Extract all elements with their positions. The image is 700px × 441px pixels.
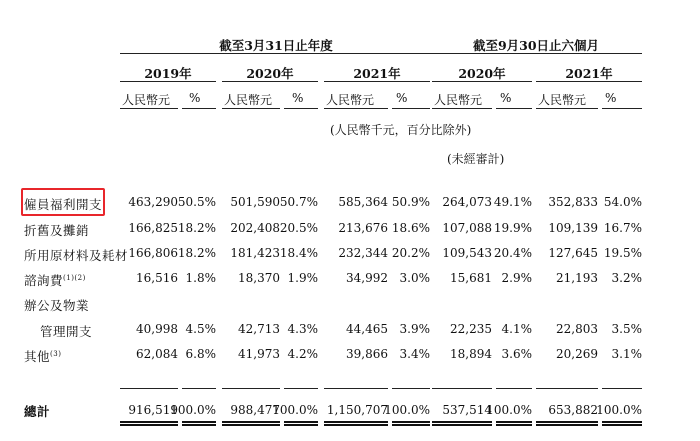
year-rule-3 bbox=[324, 81, 430, 82]
footnote-marker: (3) bbox=[50, 349, 62, 358]
table-cell: 109,139 bbox=[548, 221, 598, 235]
row-label bbox=[24, 271, 86, 289]
currency-header-1: 人民幣元 bbox=[122, 93, 171, 107]
table-cell: 20.5% bbox=[279, 221, 318, 235]
table-cell: 6.8% bbox=[185, 347, 216, 361]
table-cell: 18.2% bbox=[177, 246, 216, 260]
table-cell: 1.9% bbox=[287, 271, 318, 285]
row-label: 所用原材料及耗材 bbox=[24, 248, 129, 263]
currency-header-4: 人民幣元 bbox=[434, 93, 483, 107]
total-label: 總計 bbox=[24, 404, 51, 419]
table-cell: 213,676 bbox=[338, 221, 388, 235]
table-cell: 4.2% bbox=[287, 347, 318, 361]
year-rule-4 bbox=[432, 81, 532, 82]
sub-rule-5a bbox=[536, 108, 598, 109]
total-top-rule-4a bbox=[432, 388, 492, 389]
total-top-rule-5b bbox=[602, 388, 642, 389]
table-cell: 19.5% bbox=[603, 246, 642, 260]
footnote-marker: (1)(2) bbox=[63, 273, 86, 282]
sub-rule-1b bbox=[182, 108, 216, 109]
sub-rule-3b bbox=[392, 108, 430, 109]
table-cell: 22,235 bbox=[450, 322, 492, 336]
currency-header-2: 人民幣元 bbox=[224, 93, 273, 107]
table-cell: 49.1% bbox=[493, 195, 532, 209]
year-header-2: 2020年 bbox=[246, 66, 294, 81]
table-cell: 3.9% bbox=[399, 322, 430, 336]
row-label: 僱員福利開支 bbox=[24, 197, 103, 212]
total-double-rule-1b bbox=[182, 421, 216, 426]
table-cell: 585,364 bbox=[338, 195, 388, 209]
table-cell: 18.4% bbox=[279, 246, 318, 260]
row-label-text: 諮詢費 bbox=[24, 273, 64, 288]
row-label: 辦公及物業 bbox=[24, 298, 90, 313]
table-cell: 54.0% bbox=[603, 195, 642, 209]
currency-header-3: 人民幣元 bbox=[326, 93, 375, 107]
sub-rule-2b bbox=[284, 108, 318, 109]
year-header-1: 2019年 bbox=[144, 66, 192, 81]
group-rule-six-months bbox=[430, 53, 642, 54]
total-double-rule-2b bbox=[284, 421, 318, 426]
table-cell: 42,713 bbox=[238, 322, 280, 336]
total-cell: 100.0% bbox=[596, 403, 642, 417]
table-cell: 16,516 bbox=[136, 271, 178, 285]
total-cell: 100.0% bbox=[272, 403, 318, 417]
year-rule-5 bbox=[536, 81, 642, 82]
sub-rule-1a bbox=[120, 108, 178, 109]
sub-rule-4a bbox=[432, 108, 492, 109]
year-rule-2 bbox=[222, 81, 318, 82]
row-label: 折舊及攤銷 bbox=[24, 223, 90, 238]
year-header-5: 2021年 bbox=[565, 66, 613, 81]
total-cell: 653,882 bbox=[548, 403, 598, 417]
table-cell: 264,073 bbox=[442, 195, 492, 209]
table-cell: 21,193 bbox=[556, 271, 598, 285]
percent-header-1: % bbox=[189, 91, 201, 105]
percent-header-2: % bbox=[292, 91, 304, 105]
total-top-rule-3a bbox=[324, 388, 388, 389]
table-cell: 202,408 bbox=[230, 221, 280, 235]
table-cell: 1.8% bbox=[185, 271, 216, 285]
table-cell: 2.9% bbox=[501, 271, 532, 285]
total-top-rule-4b bbox=[496, 388, 532, 389]
total-cell: 988,477 bbox=[230, 403, 280, 417]
table-cell: 39,866 bbox=[346, 347, 388, 361]
table-cell: 19.9% bbox=[493, 221, 532, 235]
percent-header-4: % bbox=[500, 91, 512, 105]
table-cell: 3.6% bbox=[501, 347, 532, 361]
total-cell: 100.0% bbox=[486, 403, 532, 417]
table-cell: 18,894 bbox=[450, 347, 492, 361]
percent-header-5: % bbox=[605, 91, 617, 105]
table-cell: 3.5% bbox=[611, 322, 642, 336]
table-cell: 20,269 bbox=[556, 347, 598, 361]
header-group-six-months: 截至9月30日止六個月 bbox=[472, 38, 600, 53]
sub-rule-4b bbox=[496, 108, 532, 109]
currency-header-5: 人民幣元 bbox=[538, 93, 587, 107]
table-cell: 22,803 bbox=[556, 322, 598, 336]
total-cell: 100.0% bbox=[170, 403, 216, 417]
table-cell: 3.0% bbox=[399, 271, 430, 285]
table-cell: 20.4% bbox=[493, 246, 532, 260]
table-cell: 18.2% bbox=[177, 221, 216, 235]
percent-header-3: % bbox=[396, 91, 408, 105]
total-double-rule-5a bbox=[536, 421, 598, 426]
total-cell: 1,150,707 bbox=[326, 403, 388, 417]
total-top-rule-2a bbox=[222, 388, 280, 389]
total-cell: 100.0% bbox=[384, 403, 430, 417]
total-top-rule-1b bbox=[182, 388, 216, 389]
table-cell: 50.9% bbox=[391, 195, 430, 209]
table-cell: 16.7% bbox=[603, 221, 642, 235]
year-rule-1 bbox=[120, 81, 216, 82]
table-cell: 50.5% bbox=[177, 195, 216, 209]
row-label-text: 其他 bbox=[24, 349, 51, 364]
total-top-rule-5a bbox=[536, 388, 598, 389]
sub-rule-2a bbox=[222, 108, 280, 109]
total-double-rule-4a bbox=[432, 421, 492, 426]
table-cell: 501,590 bbox=[230, 195, 280, 209]
table-cell: 3.4% bbox=[399, 347, 430, 361]
table-cell: 18,370 bbox=[238, 271, 280, 285]
unit-note: (人民幣千元，百分比除外) bbox=[330, 123, 472, 137]
total-double-rule-2a bbox=[222, 421, 280, 426]
unaudited-note: (未經審計) bbox=[447, 152, 505, 166]
total-cell: 916,519 bbox=[128, 403, 178, 417]
table-cell: 127,645 bbox=[548, 246, 598, 260]
table-cell: 181,423 bbox=[230, 246, 280, 260]
table-cell: 44,465 bbox=[346, 322, 388, 336]
table-cell: 62,084 bbox=[136, 347, 178, 361]
table-cell: 352,833 bbox=[548, 195, 598, 209]
row-label bbox=[24, 347, 61, 365]
header-group-fiscal-years: 截至3月31日止年度 bbox=[219, 38, 333, 53]
table-cell: 166,806 bbox=[128, 246, 178, 260]
table-cell: 109,543 bbox=[442, 246, 492, 260]
table-cell: 3.2% bbox=[611, 271, 642, 285]
group-rule-fiscal bbox=[120, 53, 430, 54]
table-cell: 15,681 bbox=[450, 271, 492, 285]
table-cell: 40,998 bbox=[136, 322, 178, 336]
sub-rule-5b bbox=[602, 108, 642, 109]
sub-rule-3a bbox=[324, 108, 388, 109]
table-cell: 3.1% bbox=[611, 347, 642, 361]
total-double-rule-5b bbox=[602, 421, 642, 426]
table-cell: 166,825 bbox=[128, 221, 178, 235]
row-label-continued: 管理開支 bbox=[40, 324, 93, 339]
table-cell: 18.6% bbox=[391, 221, 430, 235]
table-cell: 232,344 bbox=[338, 246, 388, 260]
total-double-rule-3b bbox=[392, 421, 430, 426]
year-header-3: 2021年 bbox=[353, 66, 401, 81]
total-double-rule-3a bbox=[324, 421, 388, 426]
table-cell: 34,992 bbox=[346, 271, 388, 285]
total-top-rule-3b bbox=[392, 388, 430, 389]
total-top-rule-2b bbox=[284, 388, 318, 389]
table-cell: 463,290 bbox=[128, 195, 178, 209]
total-double-rule-4b bbox=[496, 421, 532, 426]
table-cell: 41,973 bbox=[238, 347, 280, 361]
total-top-rule-1a bbox=[120, 388, 178, 389]
year-header-4: 2020年 bbox=[458, 66, 506, 81]
total-double-rule-1a bbox=[120, 421, 178, 426]
table-cell: 4.3% bbox=[287, 322, 318, 336]
table-cell: 4.5% bbox=[185, 322, 216, 336]
table-cell: 20.2% bbox=[391, 246, 430, 260]
total-cell: 537,514 bbox=[442, 403, 492, 417]
table-cell: 50.7% bbox=[279, 195, 318, 209]
table-cell: 4.1% bbox=[501, 322, 532, 336]
table-cell: 107,088 bbox=[442, 221, 492, 235]
